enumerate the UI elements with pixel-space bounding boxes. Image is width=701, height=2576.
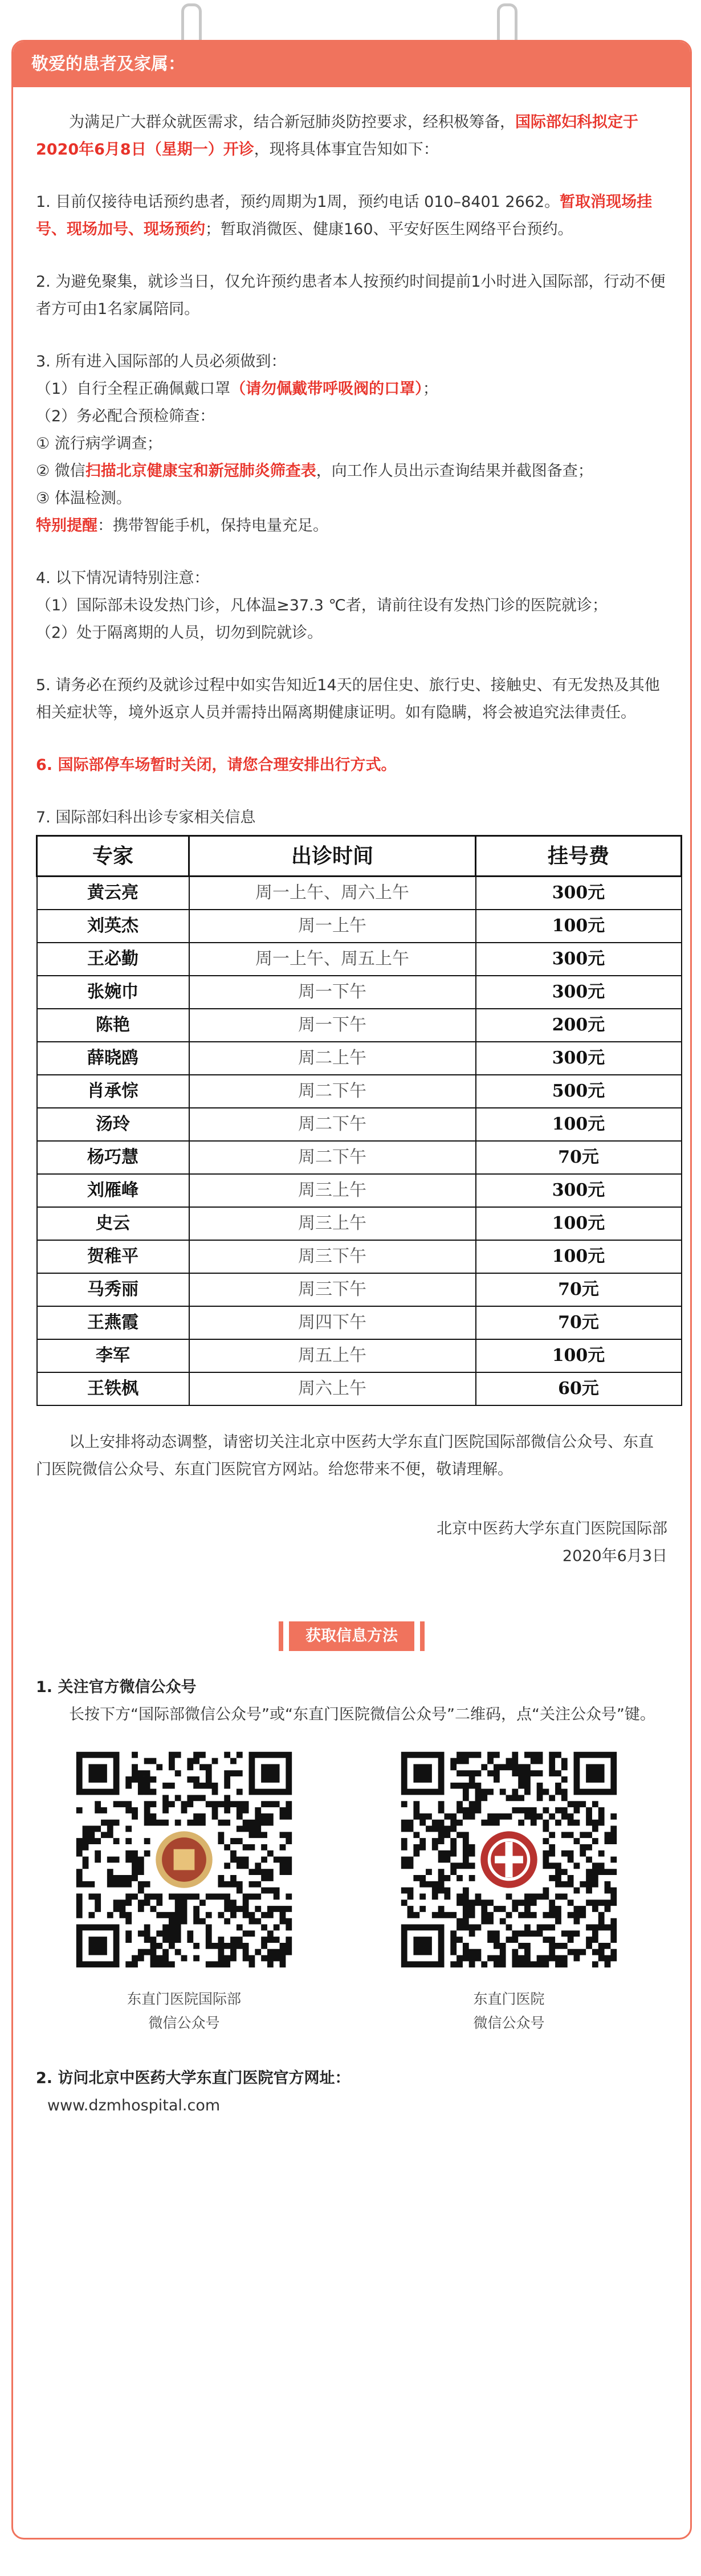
table-row: 黄云亮 周一上午、周六上午 300元	[37, 877, 682, 910]
hospital-emblem-bar	[495, 1856, 523, 1864]
signature-org: 北京中医药大学东直门医院国际部	[437, 1520, 667, 1538]
item-2: 2. 为避免聚集，就诊当日，仅允许预约患者本人按预约时间提前1小时进入国际部，行动不便者方可由1名家属陪同。	[36, 273, 666, 318]
section-2-title: 2. 访问北京中医药大学东直门医院官方网址：	[36, 2069, 350, 2087]
section-1-title: 1. 关注官方微信公众号	[36, 1678, 197, 1696]
parking-closed-highlight: 国际部停车场暂时关闭，请您合理安排出行方式。	[58, 756, 397, 774]
cancel-onsite-highlight: 暂取消现场挂号、现场加号、现场预约	[36, 193, 653, 238]
notice-content	[13, 87, 690, 2120]
special-reminder-label: 特别提醒	[36, 517, 97, 535]
table-row: 薛晓鸥 周二上午 300元	[37, 1042, 682, 1075]
table-row: 王燕霞 周四下午 70元	[37, 1306, 682, 1339]
table-row: 汤玲 周二下午 100元	[37, 1108, 682, 1141]
table-row: 贺稚平 周三下午 100元	[37, 1240, 682, 1273]
table-row: 肖承悰 周二下午 500元	[37, 1075, 682, 1108]
col-fee: 挂号费	[476, 836, 682, 877]
section-1-text: 长按下方“国际部微信公众号”或“东直门医院微信公众号”二维码，点“关注公众号”键。	[69, 1706, 655, 1723]
notice-card	[11, 40, 692, 2540]
expert-schedule-table	[36, 835, 682, 1406]
qr-code-intl-dept[interactable]	[70, 1746, 298, 1974]
table-row: 李军 周五上午 100元	[37, 1339, 682, 1372]
item-6: 6. 国际部停车场暂时关闭，请您合理安排出行方式。	[36, 756, 397, 774]
info-methods-banner: 获取信息方法	[289, 1621, 414, 1651]
col-clinic-time: 出诊时间	[189, 836, 476, 877]
table-row: 刘英杰 周一上午 100元	[37, 910, 682, 943]
table-header-row	[37, 836, 682, 877]
qr-code-row	[36, 1746, 667, 2065]
item-5: 5. 请务必在预约及就诊过程中如实告知近14天的居住史、旅行史、接触史、有无发热及其他相关症状等，境外返京人员并需持出隔离期健康证明。如有隐瞒，将会被追究法律责任。	[36, 676, 660, 722]
signature-date: 2020年6月3日	[562, 1547, 667, 1565]
table-row: 陈艳 周一下午 200元	[37, 1009, 682, 1042]
qr-code-hospital[interactable]	[395, 1746, 623, 1974]
closing-paragraph: 以上安排将动态调整，请密切关注北京中医药大学东直门医院国际部微信公众号、东直门医院微信公众号、东直门医院官方网站。给您带来不便，敬请理解。	[36, 1433, 654, 1478]
table-row: 刘雁峰 周三上午 300元	[37, 1174, 682, 1207]
col-expert: 专家	[37, 836, 189, 877]
table-row: 马秀丽 周三下午 70元	[37, 1273, 682, 1306]
item-7: 7. 国际部妇科出诊专家相关信息	[36, 809, 256, 826]
intro-paragraph: 为满足广大群众就医需求，结合新冠肺炎防控要求，经积极筹备，国际部妇科拟定于2020年6月8日（星期一）开诊，现将具体事宜告知如下：	[36, 113, 638, 158]
health-code-highlight: 扫描北京健康宝和新冠肺炎筛查表	[85, 462, 316, 480]
qr-finder-core	[88, 1937, 107, 1955]
qr-finder-core	[586, 1764, 604, 1782]
table-row: 史云 周三上午 100元	[37, 1207, 682, 1240]
item-1: 1. 目前仅接待电话预约患者，预约周期为1周，预约电话 010–8401 2662。暂取消现场挂号、现场加号、现场预约；暂取消微医、健康160、平安好医生网络平台预约。	[36, 193, 653, 238]
qr-hospital: 东直门医院 微信公众号	[389, 1746, 629, 2035]
item-3: 3. 所有进入国际部的人员必须做到： （1）自行全程正确佩戴口罩（请勿佩戴带呼吸阀的口罩）； （2）务必配合预检筛查： ① 流行病学调查； ② 微信扫描北京健康宝和新冠肺炎筛查表，向工作人员出示查询结果并截图备查； ③ 体温检测。 特别提醒：携带智能手机，保持电量充足。	[36, 353, 593, 535]
mask-valve-highlight: （请勿佩戴带呼吸阀的口罩）	[230, 380, 423, 398]
qr-finder-core	[413, 1937, 431, 1955]
qr-finder-core	[88, 1764, 107, 1782]
intl-dept-seal-mark	[174, 1849, 195, 1870]
card-header: 敬爱的患者及家属：	[13, 42, 690, 87]
table-row: 张婉巾 周一下午 300元	[37, 976, 682, 1009]
qr-finder-core	[413, 1764, 431, 1782]
website-link[interactable]: www.dzmhospital.com	[47, 2097, 221, 2114]
qr-finder-core	[261, 1764, 279, 1782]
table-row: 王必勤 周一上午、周五上午 300元	[37, 943, 682, 976]
item-4: 4. 以下情况请特别注意： （1）国际部未设发热门诊，凡体温≥37.3 ℃者，请前往设有发热门诊的医院就诊； （2）处于隔离期的人员，切勿到院就诊。	[36, 569, 608, 642]
opening-date-highlight: 国际部妇科拟定于2020年6月8日（星期一）开诊	[36, 113, 638, 158]
table-row: 王铁枫 周六上午 60元	[37, 1372, 682, 1405]
table-row: 杨巧慧 周二下午 70元	[37, 1141, 682, 1174]
qr-intl-dept: 东直门医院国际部 微信公众号	[64, 1746, 304, 2035]
